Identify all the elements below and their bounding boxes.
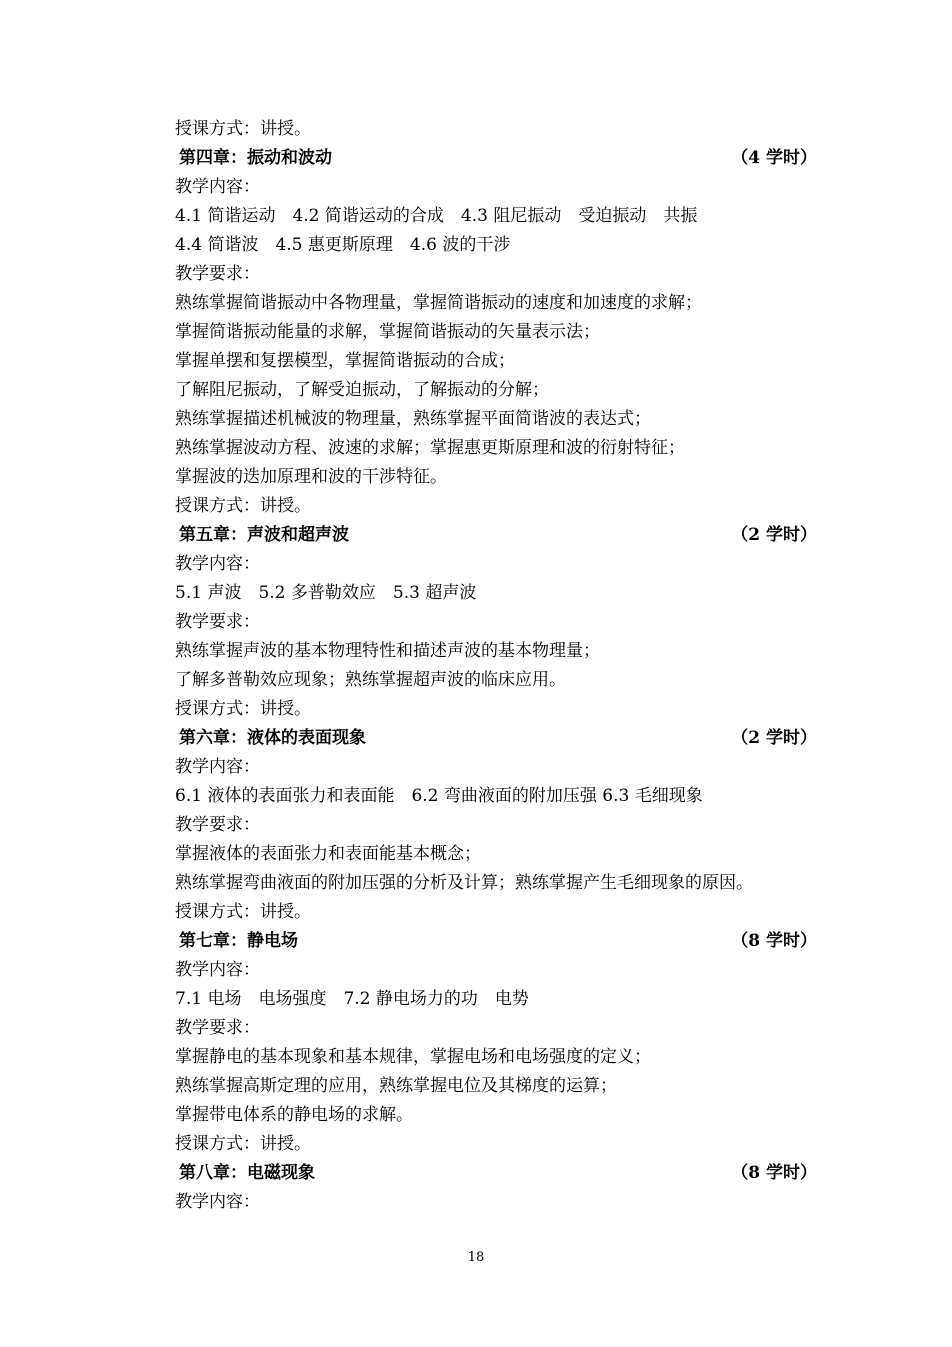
requirement-line: 掌握液体的表面张力和表面能基本概念； [175,844,481,864]
requirements-label: 教学要求： [175,264,260,284]
requirement-line: 了解多普勒效应现象；熟练掌握超声波的临床应用。 [175,670,566,690]
chapter-title: 第七章：静电场 [179,931,298,951]
chapter-hours: （4 学时） [731,148,817,168]
chapter-title: 第六章：液体的表面现象 [179,728,366,748]
teaching-method: 授课方式：讲授。 [175,1134,311,1154]
requirement-line: 熟练掌握高斯定理的应用，熟练掌握电位及其梯度的运算； [175,1076,617,1096]
content-line: 7.1 电场 电场强度 7.2 静电场力的功 电势 [175,989,529,1009]
teaching-method: 授课方式：讲授。 [175,699,311,719]
chapter-title: 第五章：声波和超声波 [179,525,349,545]
requirement-line: 掌握静电的基本现象和基本规律，掌握电场和电场强度的定义； [175,1047,651,1067]
page-content [175,115,825,1217]
requirements-label: 教学要求： [175,1018,260,1038]
lead-method: 授课方式：讲授。 [175,119,311,139]
chapter-title: 第八章：电磁现象 [179,1163,315,1183]
requirements-label: 教学要求： [175,815,260,835]
content-line: 4.1 简谐运动 4.2 简谐运动的合成 4.3 阻尼振动 受迫振动 共振 [175,206,698,226]
chapter-heading [175,1159,825,1188]
content-line: 4.4 简谐波 4.5 惠更斯原理 4.6 波的干涉 [175,235,511,255]
requirement-line: 掌握简谐振动能量的求解，掌握简谐振动的矢量表示法； [175,322,600,342]
requirement-line: 了解阻尼振动，了解受迫振动，了解振动的分解； [175,380,549,400]
requirement-line: 熟练掌握声波的基本物理特性和描述声波的基本物理量； [175,641,600,661]
requirement-line: 掌握波的迭加原理和波的干涉特征。 [175,467,447,487]
requirement-line: 掌握带电体系的静电场的求解。 [175,1105,413,1125]
chapter-title: 第四章：振动和波动 [179,148,332,168]
requirement-line: 熟练掌握波动方程、波速的求解；掌握惠更斯原理和波的衍射特征； [175,438,685,458]
chapter-hours: （8 学时） [731,1163,817,1183]
requirement-line: 熟练掌握弯曲液面的附加压强的分析及计算；熟练掌握产生毛细现象的原因。 [175,873,753,893]
chapter-heading [175,521,825,550]
requirement-line: 掌握单摆和复摆模型，掌握简谐振动的合成； [175,351,515,371]
requirement-line: 熟练掌握描述机械波的物理量，熟练掌握平面简谐波的表达式； [175,409,651,429]
chapter-heading [175,927,825,956]
chapter-heading [175,144,825,173]
requirement-line: 熟练掌握简谐振动中各物理量，掌握简谐振动的速度和加速度的求解； [175,293,702,313]
content-label: 教学内容： [175,554,260,574]
content-label: 教学内容： [175,960,260,980]
teaching-method: 授课方式：讲授。 [175,902,311,922]
chapter-hours: （2 学时） [731,525,817,545]
teaching-method: 授课方式：讲授。 [175,496,311,516]
chapter-hours: （8 学时） [731,931,817,951]
content-label: 教学内容： [175,757,260,777]
requirements-label: 教学要求： [175,612,260,632]
chapter-heading [175,724,825,753]
content-label: 教学内容： [175,1192,260,1212]
content-label: 教学内容： [175,177,260,197]
page-number: 18 [467,1250,485,1265]
content-line: 6.1 液体的表面张力和表面能 6.2 弯曲液面的附加压强 6.3 毛细现象 [175,786,703,806]
content-line: 5.1 声波 5.2 多普勒效应 5.3 超声波 [175,583,477,603]
chapter-hours: （2 学时） [731,728,817,748]
